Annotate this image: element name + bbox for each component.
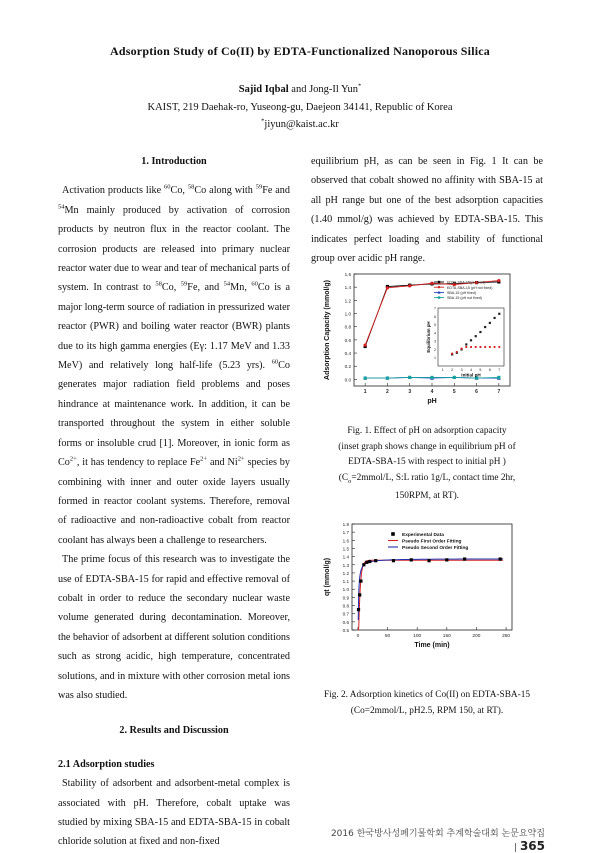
inset-data-point [470, 339, 472, 341]
inset-x-tick-label: 5 [479, 368, 482, 372]
x-tick-label: 100 [413, 634, 422, 639]
email [0, 119, 600, 130]
spacer [58, 171, 290, 181]
data-point [386, 286, 389, 289]
email-address[interactable]: jiyun@kaist.ac.kr [264, 119, 339, 130]
inset-y-tick-label: 2 [434, 347, 436, 352]
author-first: Sajid Iqbal [238, 84, 289, 95]
page-footer [330, 826, 545, 853]
data-point [445, 558, 448, 561]
legend-marker [438, 286, 440, 288]
author-and: and [291, 84, 307, 95]
inset-data-point [484, 326, 486, 328]
inset-y-tick-label: 7 [434, 306, 436, 311]
results-heading: 2. Results and Discussion [119, 725, 229, 737]
fig1-caption-line: EDTA-SBA-15 with respect to initial pH ) [348, 457, 506, 467]
data-point [374, 559, 377, 562]
inset-y-tick-label: 6 [434, 314, 436, 319]
y-tick-label: 1.3 [342, 562, 349, 568]
y-tick-label: 1.2 [344, 298, 351, 304]
inset-data-point [493, 346, 495, 348]
legend-label: Experimental Data [402, 532, 444, 538]
data-point [357, 608, 360, 611]
footer-text: 2016 한국방사성폐기물학회 추계학술대회 논문요약집 [330, 829, 545, 839]
intro-paragraph-2: The prime focus of this research was to investigate the use of EDTA-SBA-15 for rapid and effective removal of cobalt in order to reduce the secondary nuclear waste volume generated during decontamination. Moreover, the behavior of adsorbent at different solution conditions such as strong acidic, high temperature, concentrated solutions, and in mixture with other corrosion metal ions was also studied. [58, 554, 290, 701]
y-tick-label: 0.7 [342, 611, 349, 617]
data-point [463, 557, 466, 560]
y-tick-label: 1.6 [342, 538, 349, 544]
inset-y-tick-label: 5 [434, 323, 436, 328]
x-axis-label: Time (min) [414, 642, 450, 649]
data-point [362, 563, 365, 566]
y-tick-label: 1.5 [342, 546, 349, 552]
fig1-caption-line: 150RPM, at RT). [394, 490, 459, 501]
y-tick-label: 0.6 [344, 337, 351, 343]
inset-x-tick-label: 7 [498, 368, 501, 372]
left-column [58, 152, 290, 852]
legend-label: EDTA-SBA-15(pH fixed) [447, 280, 486, 285]
inset-data-point [465, 343, 467, 345]
inset-x-tick-label: 6 [488, 368, 491, 372]
affiliation: KAIST, 219 Daehak-ro, Yuseong-gu, Daejeon 34141, Republic of Korea [147, 102, 453, 113]
data-point [408, 376, 411, 379]
inset-y-tick-label: 1 [434, 356, 436, 361]
subsection-paragraph: Stability of adsorbent and adsorbent-metal complex is associated with pH. Therefore, cobalt uptake was studied by mixing SBA-15 and EDTA-SBA-15 in cobalt chloride solution at fixed and non-fixed [58, 778, 290, 848]
subsection-heading: 2.1 Adsorption studies [58, 758, 155, 770]
inset-data-point [460, 348, 462, 350]
inset-x-tick-label: 3 [460, 368, 463, 372]
x-tick-label: 50 [384, 634, 391, 639]
fig2-caption-line: Fig. 2. Adsorption kinetics of Co(II) on EDTA-SBA-15 [323, 690, 531, 700]
y-tick-label: 1.6 [344, 272, 351, 277]
data-point [386, 376, 389, 379]
fit-curve [358, 560, 503, 630]
x-tick-label: 7 [497, 389, 501, 395]
y-tick-label: 1.0 [344, 311, 351, 317]
fig1-caption-line: ($C_o=2mmol/L$, S:L ratio 1g/L, contact time 2hr, [338, 472, 516, 485]
y-tick-label: 0.6 [342, 619, 349, 625]
legend-marker [438, 296, 440, 298]
y-tick-label: 1.4 [344, 285, 351, 291]
inset-data-point [489, 346, 491, 348]
page-number: 365 [519, 839, 545, 853]
figure-2-chart [318, 518, 522, 658]
figure-2-caption [311, 688, 543, 719]
data-point [427, 559, 430, 562]
author-second: Jong-Il Yun [309, 84, 358, 95]
footer-separator: | [514, 843, 518, 853]
x-tick-label: 150 [442, 634, 451, 639]
x-tick-label: 250 [502, 634, 511, 639]
inset-x-tick-label: 4 [470, 368, 472, 372]
data-point [408, 284, 411, 287]
inset-data-point [475, 335, 477, 337]
data-point [364, 344, 367, 347]
data-point [499, 557, 502, 560]
fit-curve [358, 559, 503, 620]
x-tick-label: 200 [472, 634, 481, 639]
inset-data-point [489, 322, 491, 324]
intro-heading: 1. Introduction [141, 156, 207, 167]
inset-data-point [493, 317, 495, 319]
y-tick-label: 1.0 [342, 587, 349, 593]
x-tick-label: 2 [386, 389, 389, 395]
y-tick-label: 1.7 [342, 530, 349, 536]
data-point [359, 579, 362, 582]
data-point [430, 282, 433, 285]
fig2-caption-line: (Co=2mmol/L, pH2.5, RPM 150, at RT). [350, 705, 504, 716]
inset-data-point [470, 346, 472, 348]
data-point [364, 376, 367, 379]
inset-data-point [465, 346, 467, 348]
fig1-caption-line: Fig. 1. Effect of pH on adsorption capacity [347, 426, 507, 436]
x-tick-label: 6 [475, 389, 478, 395]
inset-x-tick-label: 2 [451, 368, 454, 372]
legend-label: SBA-15 (pH not fixed) [447, 296, 482, 301]
x-tick-label: 5 [452, 389, 456, 395]
inset-data-point [479, 331, 481, 333]
data-point [392, 559, 395, 562]
data-point [453, 376, 456, 379]
inset-x-tick-label: 1 [441, 368, 444, 372]
y-tick-label: 0.2 [344, 364, 351, 370]
legend-label: EDTA-SBA-15 (pH not fixed) [447, 285, 493, 290]
y-tick-label: 1.2 [342, 570, 349, 576]
email-star: * [261, 117, 265, 125]
authors [0, 84, 600, 95]
y-tick-label: 1.8 [342, 522, 349, 527]
inset-y-axis-label: Equilibrium pH [426, 321, 431, 353]
right-column [311, 152, 543, 268]
x-axis-label: pH [427, 398, 437, 405]
inset-data-point [484, 346, 486, 348]
right-paragraph-1: equilibrium pH, as can be seen in Fig. 1 It can be observed that cobalt showed no affinity with SBA-15 at all pH range but one of the best adsorption capacities (1.40 mmol/g) was achieved by EDTA-SBA-15. This indicates perfect loading and stability of functional group over acidic pH range. [311, 156, 543, 265]
spacer [58, 741, 290, 755]
x-tick-label: 4 [430, 389, 434, 395]
data-point [368, 560, 371, 563]
inset-data-point [456, 351, 458, 353]
data-point [365, 561, 368, 564]
inset-data-point [498, 313, 500, 315]
legend-label: Pseudo Second Order Fitting [402, 545, 469, 551]
inset-data-point [498, 346, 500, 348]
y-axis-label: qt (mmol/g) [324, 557, 331, 597]
author-star: * [357, 82, 362, 90]
data-point [497, 279, 500, 282]
inset-frame [438, 308, 504, 366]
y-tick-label: 0.9 [342, 595, 349, 601]
data-point [358, 593, 361, 596]
paper-title: Adsorption Study of Co(II) by EDTA-Functionalized Nanoporous Silica [109, 44, 490, 58]
y-tick-label: 0.8 [344, 324, 351, 330]
data-point [497, 376, 500, 379]
y-tick-label: 0.8 [342, 603, 349, 609]
legend-marker [391, 532, 395, 536]
fig1-caption-line: (inset graph shows change in equilibrium pH of [338, 441, 516, 452]
y-tick-label: 0.5 [342, 628, 349, 633]
inset-y-tick-label: 3 [434, 339, 436, 344]
y-tick-label: 1.4 [342, 554, 349, 560]
inset-data-point [451, 352, 453, 354]
x-tick-label: 1 [363, 389, 367, 395]
inset-data-point [475, 346, 477, 348]
inset-x-axis-label: Initial pH [461, 372, 481, 378]
intro-paragraph-1: Activation products like $^{60}$Co, $^{58}$Co along with $^{59}$Fe and $^{54}$Mn mainly produced by activation of corrosion products by neutron flux in the reactor coolant. The corrosion products are released into primary nuclear reactor water due to wear and tear of mechanical parts of system. In contrast to $^{58}$Co, $^{59}$Fe, and $^{54}$Mn, $^{60}$Co is a major long-term source of radiation in pressurized water reactor (PWR) and boiling water reactor (BWR) plants due to its high gamma energies (Eγ: 1.17 MeV and 1.33 MeV) and relatively long half-life (5.23 yrs). $^{60}$Co generates major radiation field problems and poses hindrance at maintenance work. In addition, it can be transported throughout the system in either soluble forms or insoluble crud [1]. Moreover, in ionic form as $Co^{2+}$, it has tendency to replace $Fe^{2+}$ and $Ni^{2+}$ species by combining with inner and outer oxide layers usually formed in reactor coolant systems. Therefore, removal of radioactive and non-radioactive cobalt from reactor coolant has always been a challenge to researchers. [58, 184, 290, 546]
inset-data-point [479, 346, 481, 348]
legend-label: Pseudo First Order Fitting [402, 539, 462, 545]
legend-marker [438, 281, 440, 283]
legend-label: SBA-15 (pH fixed) [447, 291, 476, 295]
x-tick-label: 0 [356, 634, 360, 639]
y-tick-label: 1.1 [342, 579, 349, 585]
figure-1-chart [318, 268, 518, 414]
y-tick-label: 0.4 [344, 351, 351, 357]
y-tick-label: 0.0 [344, 377, 351, 383]
y-axis-label: Adsorption Capacity (mmol/g) [324, 280, 331, 380]
x-tick-label: 3 [408, 389, 412, 395]
spacer [58, 705, 290, 721]
figure-1-caption [311, 424, 543, 504]
data-point [410, 558, 413, 561]
inset-y-tick-label: 4 [434, 331, 436, 336]
data-point [430, 376, 433, 379]
